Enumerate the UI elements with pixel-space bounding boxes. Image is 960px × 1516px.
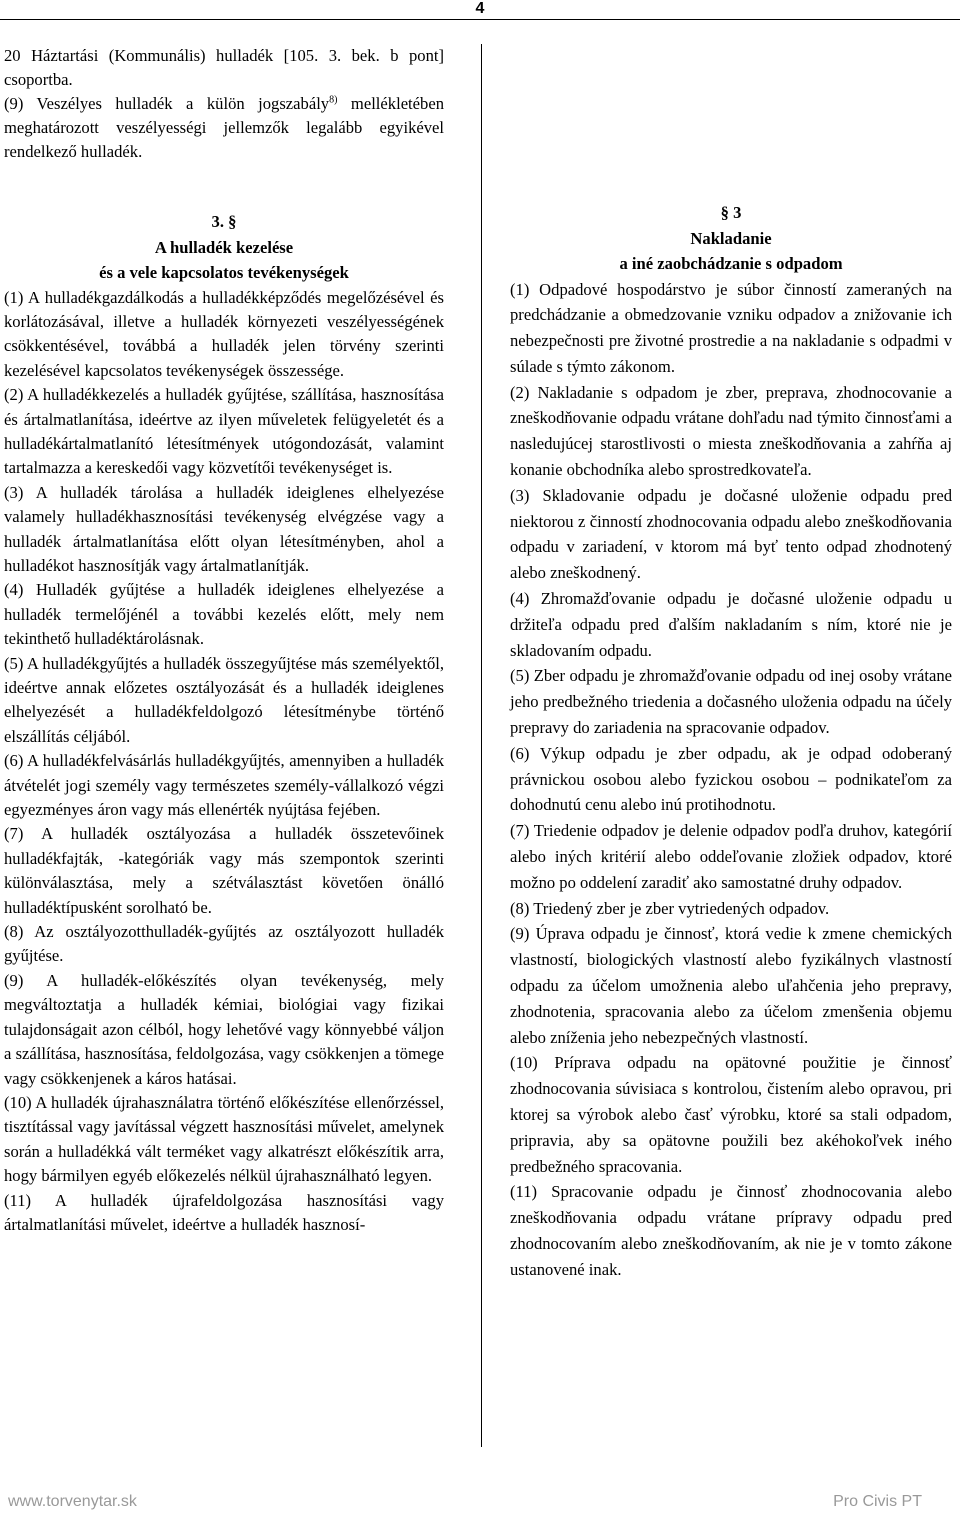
paragraph: (9) A hulladék-előkészítés olyan tevékenység, mely megváltoztatja a hulladék kémiai, biológiai vagy fizikai tulajdonságait azon célból, hogy lehetővé vagy könnyebbé váljon a szállítása, hasznosítása, feldolgozása, vagy csökkenjen a tömege vagy csökkenjenek a káros hatásai. (4, 970, 444, 1088)
page-number: 4 (475, 0, 485, 17)
paragraph: (8) Triedený zber je zber vytriedených odpadov. (510, 898, 830, 918)
paragraph: (10) A hulladék újrahasználatra történő előkészítése ellenőrzéssel, tisztítással vagy javítással végzett hasznosítási művelet, amelynek során a hulladékká vált terméket vagy alkatrészt előkészítik arra, hogy bármilyen egyéb előkezelés nélkül újrahasználható legyen. (4, 1092, 444, 1186)
paragraph: (9) Úprava odpadu je činnosť, ktorá vedie k zmene chemických vlastností, biologických vlastností alebo fyzikálnych vlastností odpadu za účelom umožnenia alebo uľahčenia jeho prepravy, zhodnotenia, spracovania alebo za účelom zmenšenia objemu alebo zníženia jeho nebezpečných vlastností. (510, 924, 952, 1047)
section-subtitle: a iné zaobchádzanie s odpadom (619, 254, 843, 273)
page-footer (0, 1493, 960, 1515)
paragraph: (6) Výkup odpadu je zber odpadu, ak je odpad odoberaný právnickou osobou alebo fyzickou osobou – podnikateľom za dohodnutú cenu alebo inú protihodnotu. (510, 743, 952, 815)
paragraph: (7) A hulladék osztályozása a hulladék összetevőinek hulladékfajták, -kategóriák vagy más szempontok szerinti különválasztása, mely a szétválasztást követően önálló hulladéktípusként sorolható be. (4, 824, 444, 917)
hazardous-waste-paragraph (4, 92, 444, 164)
section-title: A hulladék kezelése (154, 237, 294, 257)
slovak-section-heading (510, 200, 952, 277)
paragraph: (11) Spracovanie odpadu je činnosť zhodnocovania alebo zneškodňovania odpadu vrátane prípravy odpadu pred zhodnocovaním alebo zneškodňovaním, ak nie je v tomto zákone ustanovené inak. (510, 1182, 952, 1279)
hungarian-paragraph-list (4, 286, 444, 1238)
paragraph: (5) Zber odpadu je zhromažďovanie odpadu od inej osoby vrátane jeho predbežného triedenia a dočasného uloženia odpadu na účely prepravy do zariadenia na spracovanie odpadov. (510, 666, 952, 738)
paragraph: (2) A hulladékkezelés a hulladék gyűjtése, szállítása, hasznosítása és ártalmatlanítása, ideértve az ilyen műveletek felügyeletét és a hulladékártalmatlanító létesítmények utógondozását, valamint tartalmazza a kereskedői vagy közvetítői tevékenységet is. (4, 385, 444, 478)
paragraph: (10) Príprava odpadu na opätovné použitie je činnosť zhodnocovania súvisiaca s kontrolou, čistením alebo opravou, pri ktorej sa výrobok alebo časť výrobku, ktoré sa stali odpadom, pripravia, aby sa opätovne použili bez akéhokoľvek iného predbežného spracovania. (510, 1053, 952, 1176)
paragraph: (6) A hulladékfelvásárlás hulladékgyűjtés, amennyiben a hulladék átvételét jogi személy vagy természetes személy-vállalkozó végzi egyezményes áron vagy más ellenérték nyújtása fejében. (4, 751, 444, 820)
section-number: 3. § (211, 212, 237, 231)
slovak-paragraph-list (510, 277, 952, 1283)
slovak-column (510, 200, 952, 1283)
hazardous-waste-text-start: (9) Veszélyes hulladék a külön jogszabály (4, 94, 330, 113)
paragraph: (4) Hulladék gyűjtése a hulladék ideiglenes elhelyezése a hulladék termelőjénél a további kezelés előtt, mely nem tekinthető hulladéktárolásnak. (4, 580, 444, 649)
paragraph: (7) Triedenie odpadov je delenie odpadov podľa druhov, kategórií alebo iných kritérií alebo oddeľovanie zložiek odpadov, ktoré možno po oddelení zaradiť ako samostatné druhy odpadov. (510, 821, 952, 892)
hungarian-column (4, 44, 444, 1237)
paragraph: (1) Odpadové hospodárstvo je súbor činností zameraných na predchádzanie a obmedzovanie vzniku odpadov a znižovanie ich nebezpečnosti pre životné prostredie a na nakladanie s odpadmi v súlade s týmto zákonom. (510, 279, 952, 376)
paragraph: (1) A hulladékgazdálkodás a hulladékképződés megelőzésével és korlátozásával, illetve a hulladék környezeti veszélyességének csökkentésével, továbbá a hulladék jelen törvény szerinti kezelésével kapcsolatos tevékenységek összessége. (4, 287, 444, 380)
paragraph: (3) Skladovanie odpadu je dočasné uloženie odpadu pred niektorou z činností zhodnocovania odpadu alebo zneškodňovania odpadu v zariadení, v ktorom má byť tento odpad zhodnotený alebo zneškodnený. (510, 485, 952, 583)
footnote-reference: 8) (329, 94, 338, 106)
hazardous-waste-text-end: mellékletében meghatározott veszélyességi jellemzők legalább egyikével rendelkező hulladék. (4, 94, 444, 161)
section-subtitle: és a vele kapcsolatos tevékenységek (99, 263, 349, 282)
header-rule (0, 19, 960, 20)
paragraph: (3) A hulladék tárolása a hulladék ideiglenes elhelyezése valamely hulladékhasznosítási tevékenység elvégzése vagy a hulladék ártalmatlanítása előtt olyan létesítményben, ahol a hulladékot hasznosítják vagy ártalmatlanítják. (4, 482, 444, 575)
intro-paragraph: 20 Háztartási (Kommunális) hulladék [105. 3. bek. b pont] csoportba. (4, 46, 444, 89)
paragraph: (11) A hulladék újrafeldolgozása hasznosítási vagy ártalmatlanítási művelet, ideértve a hulladék hasznosí- (4, 1190, 444, 1234)
column-divider (481, 44, 482, 1447)
paragraph: (2) Nakladanie s odpadom je zber, preprava, zhodnocovanie a zneškodňovanie odpadu vrátane dohľadu nad týmito činnosťami a nasledujúcej starostlivosti o miesta zneškodňovania a zahŕňa aj konanie obchodníka alebo sprostredkovateľa. (510, 382, 952, 480)
hungarian-section-heading (4, 209, 444, 286)
paragraph: (8) Az osztályozotthulladék-gyűjtés az osztályozott hulladék gyűjtése. (4, 922, 444, 966)
paragraph: (5) A hulladékgyűjtés a hulladék összegyűjtése más személyektől, ideértve annak előzetes osztályozását és a hulladék ideiglenes elhelyezését a hulladékfeldolgozó létesítménybe történő elszállítás céljából. (4, 653, 444, 746)
paragraph: (4) Zhromažďovanie odpadu je dočasné uloženie odpadu u držiteľa odpadu pred ďalším nakladaním s ním, ktoré nie je skladovaním odpadu. (510, 589, 952, 660)
section-number: § 3 (720, 203, 742, 222)
footer-website: www.torvenytar.sk (8, 1493, 137, 1510)
section-title: Nakladanie (690, 228, 772, 248)
footer-publisher: Pro Civis PT (833, 1493, 922, 1510)
